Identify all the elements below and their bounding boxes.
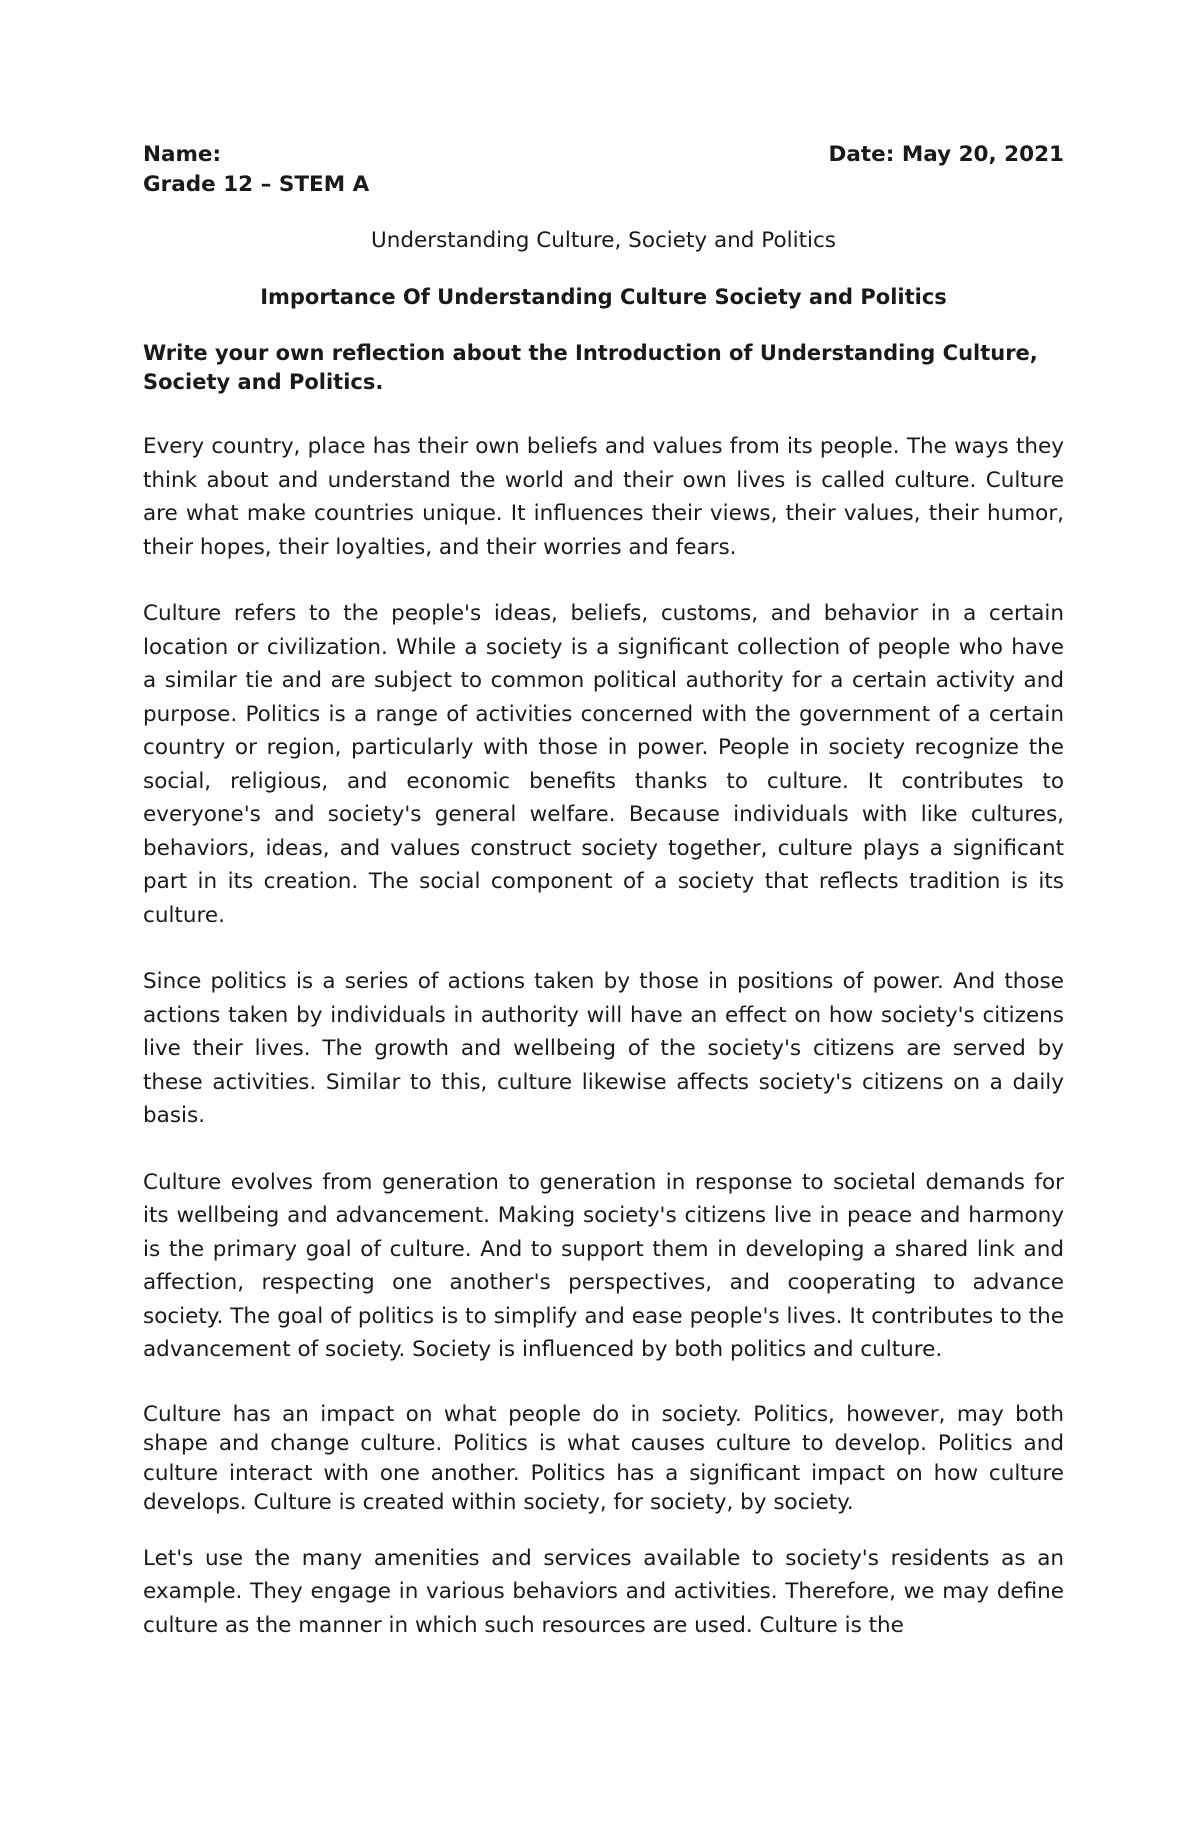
grade-section: Grade 12 – STEM A bbox=[143, 172, 370, 197]
paragraph-5: Culture has an impact on what people do in society. Politics, however, may both shape and change culture. Politics is what causes culture to develop. Politics and culture interact with one another. Politics has a significant impact on how culture develops. Culture is created within society, for society, by society. bbox=[143, 1401, 1064, 1515]
instruction-text: Write your own reflection about the Introduction of Understanding Culture, Society and Politics. bbox=[143, 341, 1038, 394]
paragraph-1: Every country, place has their own beliefs and values from its people. The ways they think about and understand the world and their own lives is called culture. Culture are what make countries unique. It influences their views, their values, their humor, their hopes, their loyalties, and their worries and fears. bbox=[143, 434, 1064, 560]
subject-heading: Understanding Culture, Society and Politics bbox=[371, 228, 836, 253]
paragraph-6: Let's use the many amenities and services available to society's residents as an example. They engage in various behaviors and activities. Therefore, we may define culture as the manner in which such resources are used. Culture is the bbox=[143, 1545, 1064, 1638]
document-page bbox=[143, 140, 1064, 1642]
paragraph-4: Culture evolves from generation to generation in response to societal demands for its wellbeing and advancement. Making society's citizens live in peace and harmony is the primary goal of culture. And to support them in developing a shared link and affection, respecting one another's perspectives, and cooperating to advance society. The goal of politics is to simplify and ease people's lives. It contributes to the advancement of society. Society is influenced by both politics and culture. bbox=[143, 1169, 1064, 1362]
paragraph-3: Since politics is a series of actions taken by those in positions of power. And those actions taken by individuals in authority will have an effect on how society's citizens live their lives. The growth and wellbeing of the society's citizens are served by these activities. Similar to this, culture likewise affects society's citizens on a daily basis. bbox=[143, 969, 1064, 1128]
date-label: Date: May 20, 2021 bbox=[828, 142, 1064, 167]
name-label: Name: bbox=[143, 142, 222, 167]
header-row bbox=[143, 140, 1064, 170]
document-title: Importance Of Understanding Culture Society and Politics bbox=[260, 285, 947, 309]
paragraph-2: Culture refers to the people's ideas, beliefs, customs, and behavior in a certain location or civilization. While a society is a significant collection of people who have a similar tie and are subject to common political authority for a certain activity and purpose. Politics is a range of activities concerned with the government of a certain country or region, particularly with those in power. People in society recognize the social, religious, and economic benefits thanks to culture. It contributes to everyone's and society's general welfare. Because individuals with like cultures, behaviors, ideas, and values construct society together, culture plays a significant part in its creation. The social component of a society that reflects tradition is its culture. bbox=[143, 601, 1064, 928]
